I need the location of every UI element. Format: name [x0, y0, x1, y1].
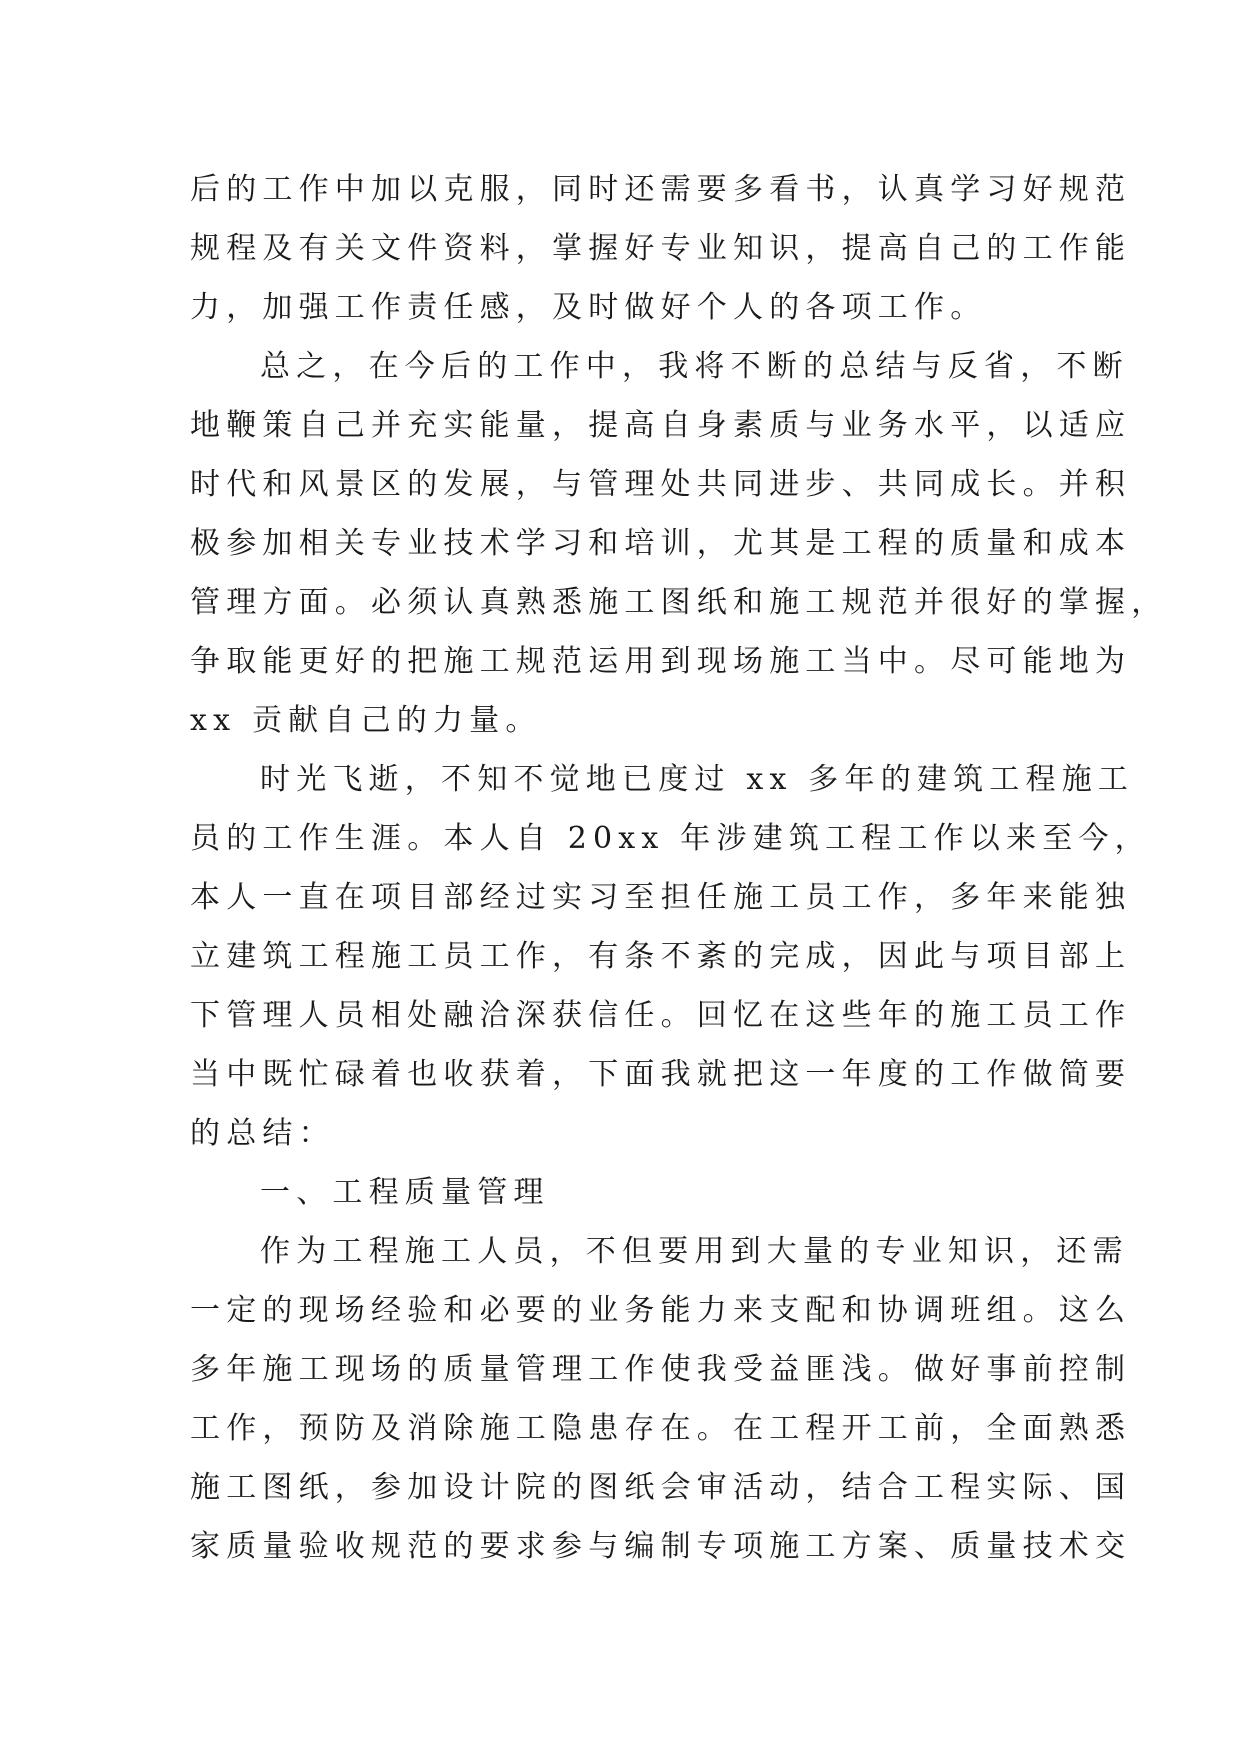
text-line: 地鞭策自己并充实能量，提高自身素质与业务水平，以适应 [190, 408, 1132, 443]
text-line: 多年施工现场的质量管理工作使我受益匪浅。做好事前控制 [190, 1352, 1132, 1387]
text-line: 当中既忙碌着也收获着，下面我就把这一年度的工作做简要 [190, 1057, 1132, 1092]
text-line: 下管理人员相处融洽深获信任。回忆在这些年的施工员工作 [190, 998, 1132, 1033]
document-body [190, 160, 1168, 1576]
text-line: 极参加相关专业技术学习和培训，尤其是工程的质量和成本 [190, 526, 1132, 561]
text-line: 员的工作生涯。本人自 20xx 年涉建筑工程工作以来至今， [190, 821, 1151, 856]
text-line: 时代和风景区的发展，与管理处共同进步、共同成长。并积 [190, 467, 1132, 502]
text-line: 的总结： [190, 1116, 335, 1151]
text-line: 本人一直在项目部经过实习至担任施工员工作，多年来能独 [190, 880, 1132, 915]
text-line: 工作，预防及消除施工隐患存在。在工程开工前，全面熟悉 [190, 1411, 1132, 1446]
text-line: 一定的现场经验和必要的业务能力来支配和协调班组。这么 [190, 1293, 1132, 1328]
section-heading: 一、工程质量管理 [260, 1175, 550, 1210]
paragraph-start-line: 作为工程施工人员，不但要用到大量的专业知识，还需 [260, 1234, 1129, 1269]
text-line: xx 贡献自己的力量。 [190, 703, 542, 738]
text-line: 规程及有关文件资料，掌握好专业知识，提高自己的工作能 [190, 231, 1132, 266]
text-line: 施工图纸，参加设计院的图纸会审活动，结合工程实际、国 [190, 1470, 1132, 1505]
text-line: 家质量验收规范的要求参与编制专项施工方案、质量技术交 [190, 1529, 1132, 1564]
paragraph-start-line: 总之，在今后的工作中，我将不断的总结与反省，不断 [260, 349, 1129, 384]
paragraph-start-line: 时光飞逝，不知不觉地已度过 xx 多年的建筑工程施工 [260, 762, 1135, 797]
text-line: 立建筑工程施工员工作，有条不紊的完成，因此与项目部上 [190, 939, 1132, 974]
text-line: 力，加强工作责任感，及时做好个人的各项工作。 [190, 290, 987, 325]
text-line: 管理方面。必须认真熟悉施工图纸和施工规范并很好的掌握， [190, 585, 1168, 620]
text-line: 争取能更好的把施工规范运用到现场施工当中。尽可能地为 [190, 644, 1132, 679]
text-line: 后的工作中加以克服，同时还需要多看书，认真学习好规范 [190, 172, 1132, 207]
